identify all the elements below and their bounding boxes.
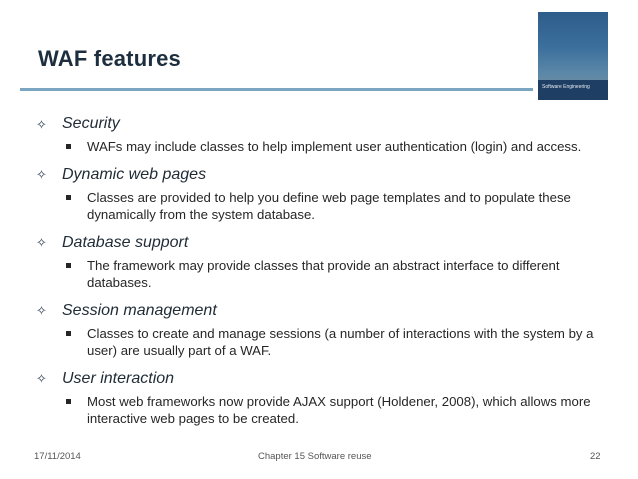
item-heading-text: User interaction [62,369,175,387]
item-heading [36,232,606,254]
item-detail [66,325,606,360]
item-heading-text: Security [62,115,120,132]
star-bullet-icon: ✧ [36,303,47,318]
item-detail [66,138,606,156]
star-bullet-icon: ✧ [36,116,47,132]
item-detail [66,189,606,224]
item-detail-text: Classes to create and manage sessions (a number of interactions with the system by a user) are usually part of a WAF. [87,325,594,358]
list-item [36,164,606,224]
footer-chapter: Chapter 15 Software reuse [258,451,372,462]
square-bullet-icon [66,399,71,404]
item-heading [36,368,606,390]
item-detail-text: The framework may provide classes that provide an abstract interface to different databases. [87,257,560,290]
item-detail-text: WAFs may include classes to help implement user authentication (login) and access. [87,139,582,154]
star-bullet-icon: ✧ [36,167,47,182]
list-item [36,300,606,360]
item-detail [66,393,606,428]
cover-band [538,80,608,100]
item-heading [36,113,606,135]
item-detail-text: Classes are provided to help you define web page templates and to populate these dynamically from the system database. [87,189,571,222]
item-detail-text: Most web frameworks now provide AJAX support (Holdener, 2008), which allows more interactive web pages to be created. [87,393,591,426]
feature-list [36,113,606,436]
square-bullet-icon [66,144,71,149]
star-bullet-icon: ✧ [36,235,47,250]
slide-title: WAF features [38,46,181,71]
footer-page-number: 22 [590,451,601,462]
footer-date: 17/11/2014 [34,451,81,462]
square-bullet-icon [66,331,71,336]
list-item [36,232,606,292]
item-heading-text: Database support [62,233,189,251]
item-heading [36,300,606,322]
item-heading-text: Session management [62,301,217,319]
title-rule [20,88,533,91]
star-bullet-icon: ✧ [36,371,47,386]
item-detail [66,257,606,292]
book-cover-image [538,12,608,100]
square-bullet-icon [66,263,71,268]
cover-caption: Software Engineering [542,84,590,90]
item-heading-text: Dynamic web pages [62,165,207,183]
item-heading [36,164,606,186]
square-bullet-icon [66,195,71,200]
list-item [36,113,606,156]
list-item [36,368,606,428]
